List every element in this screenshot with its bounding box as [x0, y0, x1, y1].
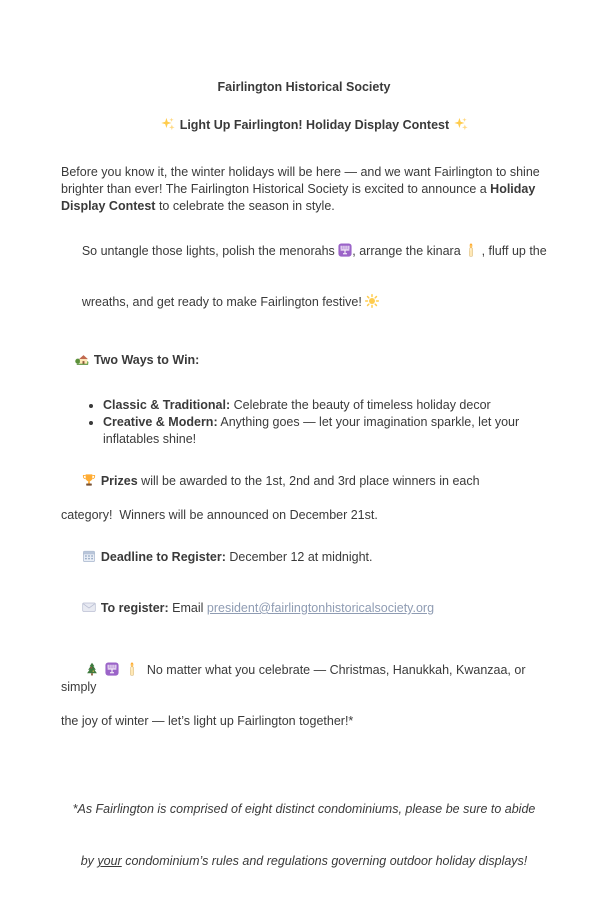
calendar-icon — [82, 549, 96, 563]
house-garden-icon — [75, 352, 89, 366]
footnote-underlined-word: your — [97, 854, 122, 868]
celebrate-line1: No matter what you celebrate — Christmas, Hanukkah, Kwanzaa, or simply — [61, 663, 529, 694]
footnote-line1: *As Fairlington is comprised of eight distinct condominiums, please be sure to abide — [72, 802, 536, 816]
bullet1-label: Classic & Traditional: — [103, 398, 231, 412]
deadline-text: December 12 at midnight. — [225, 550, 373, 564]
deadline-line — [61, 532, 547, 583]
footnote — [61, 766, 547, 905]
intro-line1: Before you know it, the winter holidays will be here — and we want Fairlington to shine — [61, 165, 540, 179]
untangle-paragraph — [61, 226, 547, 328]
sparkles-icon — [454, 117, 468, 131]
register-text: Email — [168, 601, 207, 615]
deadline-label: Deadline to Register: — [100, 550, 226, 564]
register-block — [61, 532, 547, 634]
sun-icon — [365, 294, 379, 308]
untangle-line1b: , arrange the kinara — [352, 244, 465, 258]
two-ways-heading — [61, 335, 547, 386]
envelope-icon — [82, 600, 96, 614]
intro-line3-bold: Display Contest — [61, 199, 156, 213]
footnote-line2c: condominium’s rules and regulations governing outdoor holiday displays! — [121, 854, 528, 868]
sparkles-icon — [161, 117, 175, 131]
prizes-paragraph — [61, 456, 547, 524]
intro-paragraph — [61, 164, 547, 215]
christmas-tree-icon — [85, 662, 99, 676]
email-link[interactable]: president@fairlingtonhistoricalsociety.org — [206, 601, 435, 615]
page-title: Fairlington Historical Society — [217, 80, 391, 94]
intro-line2: brighter than ever! The Fairlington Historical Society is excited to announce a — [61, 182, 491, 196]
list-item-creative — [103, 414, 547, 448]
celebrate-paragraph — [61, 645, 547, 730]
bullet2-text-line1: Anything goes — let your imagination sparkle, let your — [217, 415, 520, 429]
untangle-line2: wreaths, and get ready to make Fairlington festive! — [81, 295, 366, 309]
bullet1-text: Celebrate the beauty of timeless holiday decor — [230, 398, 491, 412]
two-ways-heading-text: Two Ways to Win: — [93, 353, 200, 367]
page-subtitle-text: Light Up Fairlington! Holiday Display Contest — [179, 118, 450, 132]
register-line — [61, 583, 547, 634]
intro-line2-bold: Holiday — [490, 182, 536, 196]
trophy-icon — [82, 473, 96, 487]
bullet2-label: Creative & Modern: — [103, 415, 218, 429]
footnote-line2a: by — [80, 854, 98, 868]
title-block — [61, 78, 547, 154]
celebrate-line2: the joy of winter — let’s light up Fairlington together!* — [61, 714, 354, 728]
menorah-icon — [338, 243, 352, 257]
untangle-line1c: , fluff up the — [478, 244, 547, 258]
candle-icon — [125, 662, 139, 676]
prizes-line2: category! Winners will be announced on December 21st. — [61, 508, 378, 522]
untangle-line1a: So untangle those lights, polish the menorahs — [81, 244, 339, 258]
candle-icon — [464, 243, 478, 257]
prizes-label: Prizes — [100, 474, 138, 488]
page-subtitle — [61, 97, 547, 154]
intro-line3: to celebrate the season in style. — [155, 199, 335, 213]
list-item-classic — [103, 397, 547, 414]
prizes-line1: will be awarded to the 1st, 2nd and 3rd place winners in each — [137, 474, 480, 488]
bullet-list — [61, 397, 547, 448]
bullet2-text-line2: inflatables shine! — [103, 432, 197, 446]
register-label: To register: — [100, 601, 169, 615]
menorah-icon — [105, 662, 119, 676]
